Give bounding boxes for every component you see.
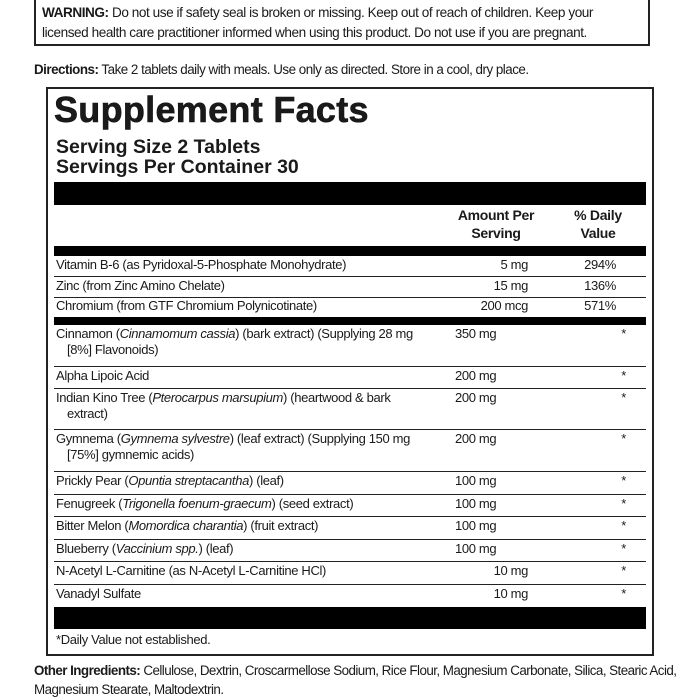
daily-value: *: [621, 496, 626, 511]
ingredient-name-suffix: ) (heartwood & bark: [282, 390, 391, 405]
ingredient-latin-name: Trigonella foenum-graecum: [122, 496, 272, 511]
directions-label: Directions:: [34, 62, 99, 77]
ingredient-name: [56, 518, 446, 534]
ingredient-name-prefix: Fenugreek (: [56, 496, 123, 511]
ingredient-latin-name: Cinnamomum cassia: [119, 326, 236, 341]
column-header-dv-line2: Value: [580, 225, 616, 241]
ingredient-row: [54, 430, 646, 472]
column-header-daily-value: [562, 206, 634, 242]
other-ingredients-label: Other Ingredients:: [34, 663, 141, 678]
supplement-facts-panel: [46, 87, 654, 656]
daily-value: *: [621, 431, 626, 446]
daily-value: *: [621, 473, 626, 488]
daily-value: *: [621, 518, 626, 533]
amount-per-serving: 10 mg: [493, 563, 528, 578]
amount-per-serving: 100 mg: [455, 473, 497, 488]
amount-per-serving: 350 mg: [455, 326, 497, 341]
amount-per-serving: 200 mg: [455, 390, 497, 405]
ingredient-name-prefix: Cinnamon (: [56, 326, 120, 341]
ingredient-name-suffix: ) (leaf extract) (Supplying 150 mg: [229, 431, 410, 446]
ingredient-row: [54, 540, 646, 562]
ingredient-name-suffix: ) (leaf): [248, 473, 284, 488]
ingredient-name-continued: [75%] gymnemic acids): [67, 446, 195, 462]
thick-divider-top: [54, 182, 646, 205]
ingredient-name-continued: extract): [67, 405, 108, 421]
ingredient-latin-name: Opuntia streptacantha: [128, 473, 249, 488]
ingredient-row: [54, 367, 646, 389]
column-header-amount: [446, 206, 546, 242]
ingredient-name-prefix: Bitter Melon (: [56, 518, 129, 533]
warning-box: [34, 0, 650, 46]
amount-per-serving: 100 mg: [455, 496, 497, 511]
ingredient-name-prefix: N-Acetyl L-Carnitine (as N-Acetyl L-Carnitine HCl): [56, 563, 327, 578]
ingredient-name: [56, 473, 446, 489]
ingredient-latin-name: Pterocarpus marsupium: [152, 390, 283, 405]
ingredient-name-prefix: Prickly Pear (: [56, 473, 129, 488]
daily-value: *: [621, 563, 626, 578]
daily-value: 136%: [584, 278, 616, 293]
daily-value: *: [621, 326, 626, 341]
amount-per-serving: 15 mg: [493, 278, 528, 293]
ingredient-row: [54, 585, 646, 607]
facts-title: Supplement Facts: [54, 89, 369, 130]
ingredient-row: [54, 325, 646, 367]
column-header-amount-line1: Amount Per: [457, 207, 535, 223]
other-ingredients-text: Cellulose, Dextrin, Croscarmellose Sodium, Rice Flour, Magnesium Carbonate, Silica, Stearic Acid, Magnesium Stearate, Maltodextrin.: [34, 663, 677, 697]
amount-per-serving: 100 mg: [455, 518, 497, 533]
column-header-amount-line2: Serving: [471, 225, 521, 241]
ingredient-latin-name: Gymnema sylvestre: [120, 431, 230, 446]
ingredient-name: [56, 390, 446, 421]
ingredient-name-prefix: Alpha Lipoic Acid: [56, 368, 150, 383]
ingredient-name-prefix: Blueberry (: [56, 541, 116, 556]
section-divider: [54, 317, 646, 325]
amount-per-serving: 200 mg: [455, 368, 497, 383]
directions: [34, 61, 674, 79]
daily-value: *: [621, 390, 626, 405]
warning-text: Do not use if safety seal is broken or missing. Keep out of reach of children. Keep your licensed health care practitioner informed when using this product. Do not use if you are pregnant.: [42, 5, 593, 40]
vitamin-row: [54, 277, 646, 298]
ingredient-row: [54, 517, 646, 540]
ingredient-name: [56, 496, 446, 512]
ingredient-name-suffix: ) (seed extract): [271, 496, 354, 511]
thick-divider-bottom: [54, 607, 646, 629]
ingredient-name: [56, 326, 446, 357]
amount-per-serving: 100 mg: [455, 541, 497, 556]
ingredient-row: [54, 389, 646, 430]
ingredient-name-continued: [8%] Flavonoids): [67, 341, 159, 357]
ingredient-name-prefix: Indian Kino Tree (: [56, 390, 153, 405]
ingredient-name-suffix: ) (fruit extract): [243, 518, 319, 533]
ingredient-name-prefix: Gymnema (: [56, 431, 121, 446]
other-ingredients: [34, 661, 684, 699]
daily-value: *: [621, 586, 626, 601]
amount-per-serving: 200 mcg: [480, 298, 528, 313]
ingredient-row: [54, 495, 646, 517]
ingredient-name: [56, 586, 446, 602]
ingredient-row: [54, 562, 646, 585]
vitamin-row: [54, 256, 646, 277]
serving-size: Serving Size 2 Tablets: [56, 136, 261, 158]
nutrient-name: Zinc (from Zinc Amino Chelate): [56, 278, 225, 293]
nutrient-name: Vitamin B-6 (as Pyridoxal-5-Phosphate Monohydrate): [56, 257, 347, 272]
ingredient-name-prefix: Vanadyl Sulfate: [56, 586, 141, 601]
ingredient-name-suffix: ) (bark extract) (Supplying 28 mg: [235, 326, 413, 341]
daily-value: 294%: [584, 257, 616, 272]
daily-value: *: [621, 541, 626, 556]
daily-value: *: [621, 368, 626, 383]
header-divider: [54, 246, 646, 256]
ingredient-name: [56, 431, 446, 462]
amount-per-serving: 200 mg: [455, 431, 497, 446]
amount-per-serving: 10 mg: [493, 586, 528, 601]
vitamin-row: [54, 297, 646, 317]
ingredient-name-suffix: ) (leaf): [198, 541, 234, 556]
ingredient-name: [56, 563, 446, 579]
nutrient-name: Chromium (from GTF Chromium Polynicotinate): [56, 298, 317, 313]
amount-per-serving: 5 mg: [500, 257, 528, 272]
directions-text: Take 2 tablets daily with meals. Use only as directed. Store in a cool, dry place.: [98, 62, 529, 77]
ingredient-row: [54, 472, 646, 495]
ingredient-name: [56, 541, 446, 557]
ingredient-name: [56, 368, 446, 384]
servings-per-container: Servings Per Container 30: [56, 156, 299, 178]
footnote: *Daily Value not established.: [56, 632, 211, 647]
ingredient-latin-name: Vaccinium spp.: [115, 541, 199, 556]
ingredient-latin-name: Momordica charantia: [128, 518, 244, 533]
column-header-dv-line1: % Daily: [574, 207, 622, 223]
daily-value: 571%: [584, 298, 616, 313]
warning-label: WARNING:: [42, 5, 109, 20]
